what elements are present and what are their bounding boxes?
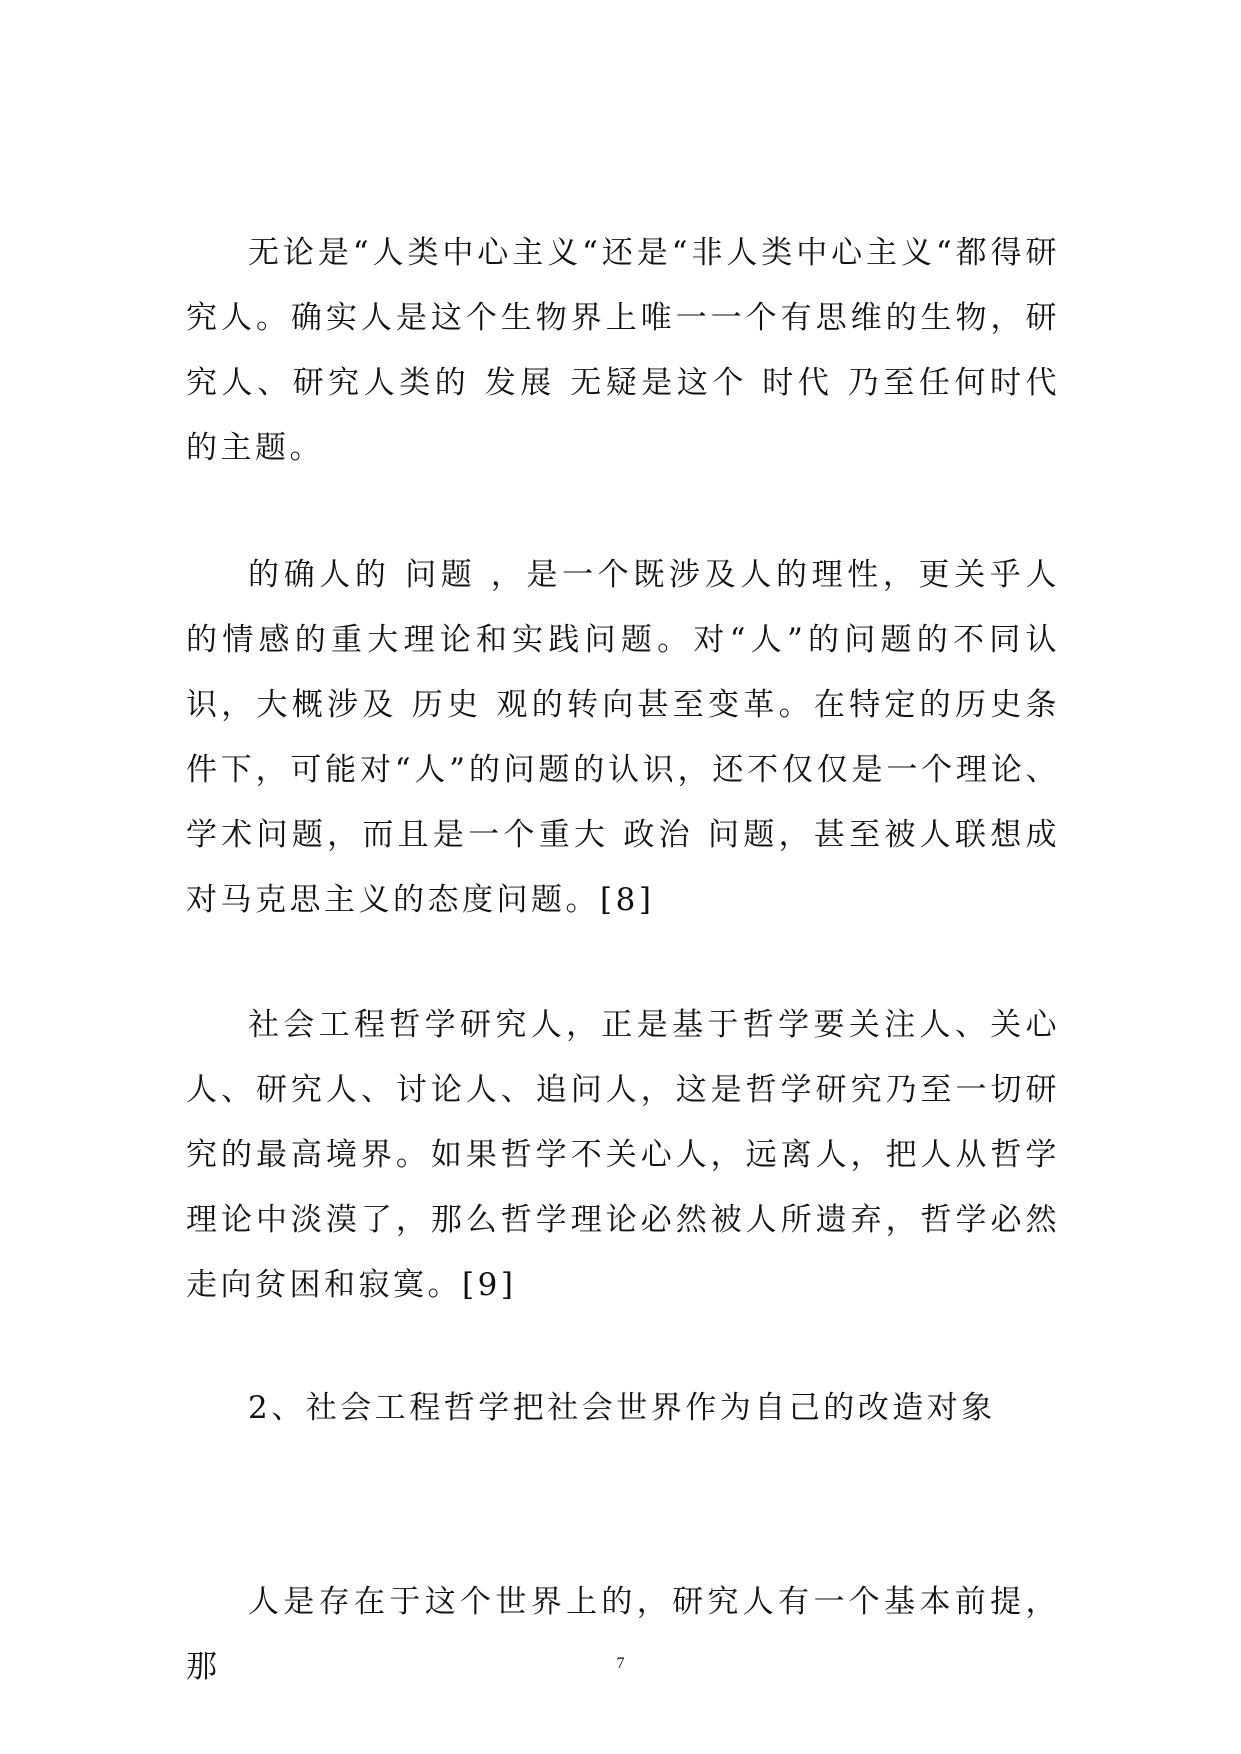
- paragraph-social-engineering-philosophy: 社会工程哲学研究人，正是基于哲学要关注人、关心人、研究人、讨论人、追问人，这是哲学研究乃至一切研究的最高境界。如果哲学不关心人，远离人，把人从哲学理论中淡漠了，那么哲学理论必然被人所遗弃，哲学必然走向贫困和寂寞。[9]: [186, 1007, 1060, 1303]
- page-number: 7: [616, 1655, 625, 1672]
- paragraph-human-question: 的确人的 问题 ，是一个既涉及人的理性，更关乎人的情感的重大理论和实践问题。对“人”的问题的不同认识，大概涉及 历史 观的转向甚至变革。在特定的历史条件下，可能对“人”的问题的认识，还不仅仅是一个理论、学术问题，而且是一个重大 政治 问题，甚至被人联想成对马克思主义的态度问题。[8]: [186, 557, 1060, 918]
- paragraph-human-centrism: 无论是“人类中心主义“还是“非人类中心主义“都得研究人。确实人是这个生物界上唯一一个有思维的生物，研究人、研究人类的 发展 无疑是这个 时代 乃至任何时代的主题。: [186, 235, 1060, 466]
- paragraph-human-existence: 人是存在于这个世界上的，研究人有一个基本前提，那: [186, 1584, 1060, 1685]
- section-heading: 2、社会工程哲学把社会世界作为自己的改造对象: [248, 1390, 996, 1426]
